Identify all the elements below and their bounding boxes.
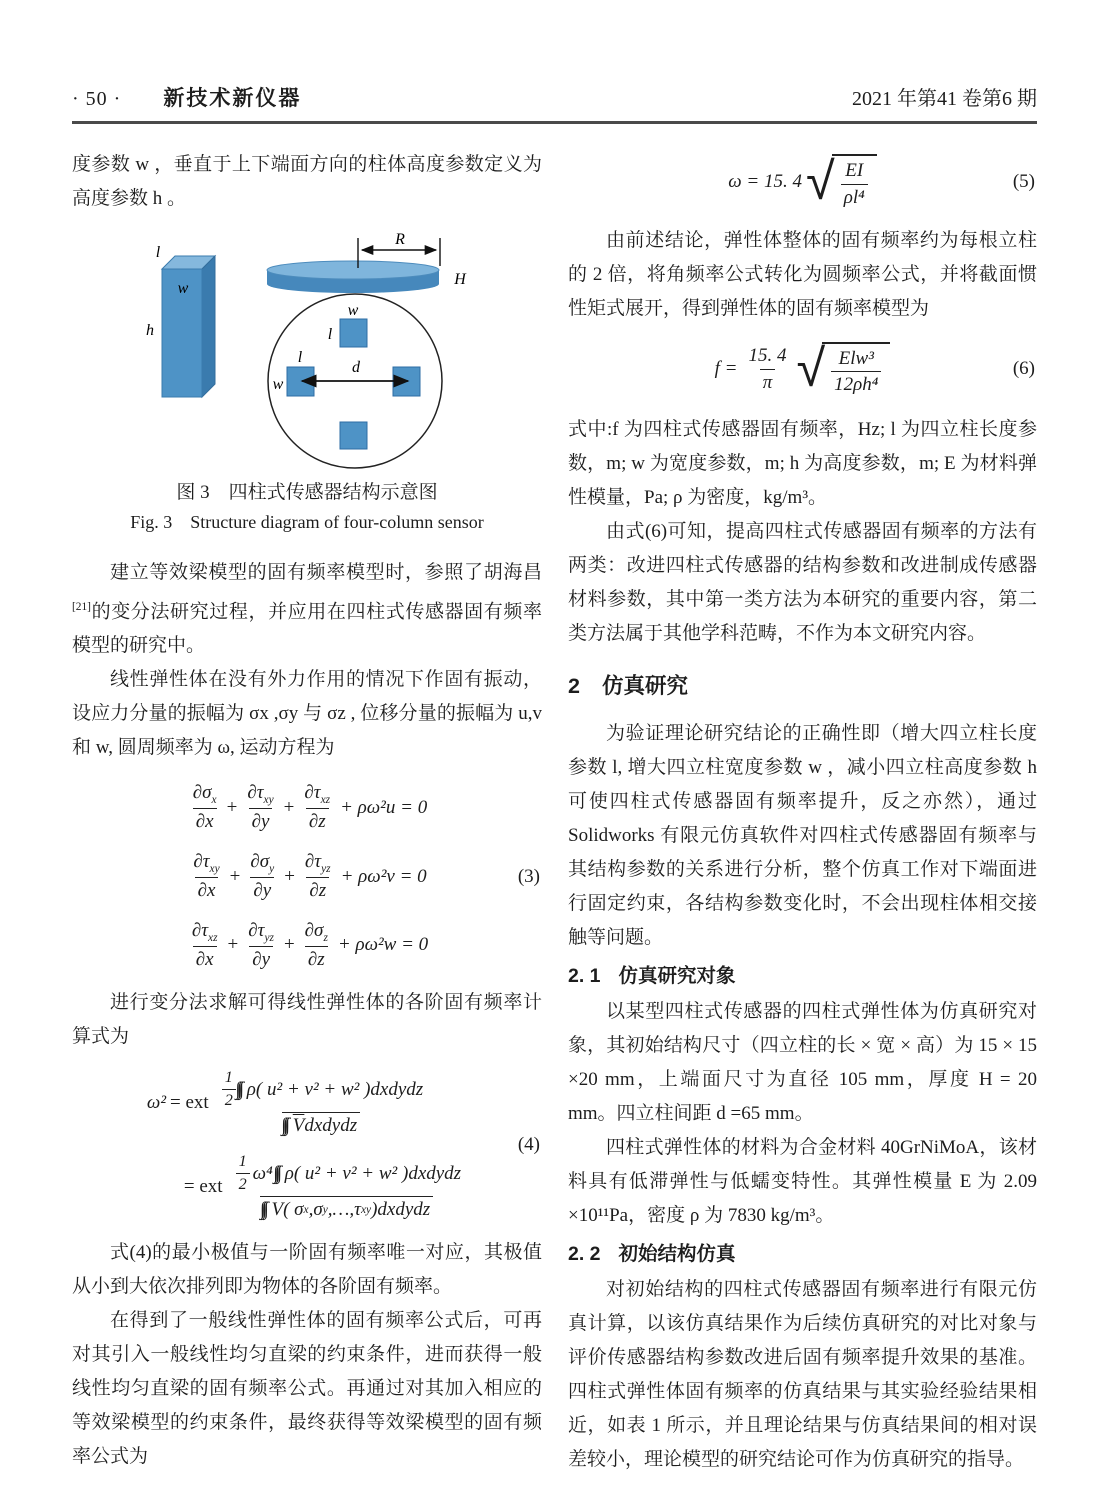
paragraph: 对初始结构的四柱式传感器固有频率进行有限元仿真计算，以该仿真结果作为后续仿真研究的对比对象与评价传感器结构参数改进后固有频率提升效果的基准。四柱式弹性体固有频率的仿真结果与其实验经验结果相近，如表 1 所示，并且理论结果与仿真结果间的相对误差较小，理论模型的研究结论可作为仿真研究的指导。 (568, 1279, 1037, 1470)
right-column (568, 148, 1037, 1477)
section-number: 2 (568, 674, 580, 698)
paragraph: 由前述结论，弹性体整体的固有频率约为每根立柱的 2 倍，将角频率公式转化为圆频率公式，并将截面惯性矩式展开，得到弹性体的固有频率模型为 (568, 229, 1037, 319)
equation-5: ω = 15. 4 √ $\frac{EI}{\text{ρl⁴}}$ (5) (728, 151, 1035, 212)
paragraph-text: 建立等效梁模型的固有频率模型时，参照了胡海昌 (110, 562, 542, 583)
column-width-label: w (177, 280, 189, 297)
top-plate-disk (267, 261, 439, 293)
journal-title: 新技术新仪器 (163, 87, 302, 110)
left-square-length-label: l (297, 349, 303, 366)
subsection-number: 2. 1 (568, 965, 601, 987)
figure-3 (72, 226, 542, 536)
paragraph: 以某型四柱式传感器的四柱式弹性体为仿真研究对象，其初始结构尺寸（四立柱的长 × 宽 × 高）为 15 × 15 ×20 mm，上端面尺寸为直径 105 mm，厚度 H = 20 mm。四立柱间距 d =65 mm。 (568, 1001, 1037, 1124)
equation-3-row3: $\frac{\partial\tau_{xz}}{\partial x}$ + $\frac{\partial\tau_{yz}}{\partial y}$ + $\frac{\partial\sigma_z}{\partial z}$ + ρω²w = 0 (191, 919, 429, 970)
equation-4-line2: = ext $\frac{1}{2}$ ω⁴ ρ( u² + v² + w² )dxdydz V( σ x ,σ y ,…,τ xy )dxdydz (183, 1152, 462, 1221)
disk-thickness-label: H (454, 271, 466, 288)
equation-3-row2: $\frac{\partial\tau_{xy}}{\partial x}$ + $\frac{\partial\sigma_y}{\partial y}$ + $\frac{\partial\tau_{yz}}{\partial z}$ + ρω²v = 0 (193, 851, 427, 902)
paragraph: 进行变分法求解可得线性弹性体的各阶固有频率计算式为 (72, 991, 542, 1047)
figure-caption-zh: 图 3 四柱式传感器结构示意图 (176, 482, 438, 503)
left-square-width-label: w (272, 376, 284, 393)
paragraph-continuation: 度参数 w ，垂直于上下端面方向的柱体高度参数定义为高度参数 h 。 (72, 154, 542, 209)
left-column (72, 148, 542, 1477)
equation-6: f = $\frac{15. 4}{\pi}$ √ $\frac{\text{Elw³}}{\text{12ρh⁴}}$ (6) (714, 339, 1035, 400)
spacing-d-label: d (352, 359, 360, 376)
paragraph: 为验证理论研究结论的正确性即（增大四立柱长度参数 l, 增大四立柱宽度参数 w ，减小四立柱高度参数 h 可使四柱式传感器固有频率提升，反之亦然），通过 Solidworks 有限元仿真软件对四柱式传感器固有频率与其结构参数的关系进行分析，整个仿真工作对下端面进行固定约束，各结构参数变化时，不会出现柱体相交接触等问题。 (568, 723, 1037, 948)
paragraph: 式(4)的最小极值与一阶固有频率唯一对应，其极值从小到大依次排列即为物体的各阶固有频率。 (72, 1241, 542, 1297)
subsection-heading-2-2 (568, 1237, 1037, 1271)
top-square-width-label: w (347, 302, 359, 319)
top-square-length-label: l (327, 326, 333, 343)
four-column-sensor-diagram (72, 226, 542, 476)
two-column-body (72, 148, 1037, 1477)
column-square-bottom (340, 422, 367, 449)
paragraph: 由式(6)可知，提高四柱式传感器固有频率的方法有两类：改进四柱式传感器的结构参数和改进制成传感器材料参数，其中第一类方法为本研究的重要内容，第二类方法属于其他学科范畴，不作为本文研究内容。 (568, 521, 1037, 644)
column-height-label: h (146, 322, 154, 339)
paragraph: 在得到了一般线性弹性体的固有频率公式后，可再对其引入一般线性均匀直梁的约束条件，进而获得一般线性均匀直梁的固有频率公式。再通过对其加入相应的等效梁模型的约束条件，最终获得等效梁模型的固有频率公式为 (72, 1309, 542, 1467)
paragraph: 式中:f 为四柱式传感器固有频率，Hz; l 为四立柱长度参数，m; w 为宽度参数，m; h 为高度参数，m; E 为材料弹性模量，Pa; ρ 为密度，kg/m³。 (568, 419, 1037, 508)
section-title: 仿真研究 (601, 674, 688, 698)
equation-number: (5) (1012, 170, 1035, 192)
issue-info: 2021 年第41 卷第6 期 (852, 88, 1037, 110)
equation-4 (72, 1068, 542, 1222)
page-number: · 50 · (72, 88, 122, 110)
equation-number: (6) (1012, 358, 1035, 380)
subsection-heading-2-1 (568, 959, 1037, 993)
subsection-number: 2. 2 (568, 1243, 601, 1265)
equation-3-row1: $\frac{\partial\sigma_x}{\partial x}$ + $\frac{\partial\tau_{xy}}{\partial y}$ + $\frac{\partial\tau_{xz}}{\partial z}$ + ρω²u = 0 (192, 782, 428, 833)
equation-number: (3) (517, 865, 540, 887)
paragraph (72, 556, 542, 663)
column-square-top (340, 319, 367, 347)
equation-3 (72, 781, 542, 971)
page-header (72, 82, 1037, 124)
disk-radius-label: R (395, 231, 405, 248)
figure-caption-en: Fig. 3 Structure diagram of four-column sensor (130, 512, 484, 532)
equation-4-line1: ω² = ext $\frac{1}{2}$ ρ( u² + v² + w² )dxdydz $\overline{V}$ dxdydz (146, 1068, 424, 1137)
paragraph: 四柱式弹性体的材料为合金材料 40GrNiMoA，该材料具有低滞弹性与低蠕变特性。其弹性模量 E 为 2.09 ×10¹¹Pa，密度 ρ 为 7830 kg/m³。 (568, 1137, 1037, 1226)
equation-number: (4) (517, 1133, 540, 1155)
column-length-label: l (155, 244, 161, 261)
paragraph-text: 的变分法研究过程，并应用在四柱式传感器固有频率模型的研究中。 (72, 601, 542, 657)
paragraph: 线性弹性体在没有外力作用的情况下作固有振动，设应力分量的振幅为 σx ,σy 与 σz , 位移分量的振幅为 u,v 和 w, 圆周频率为 ω, 运动方程为 (72, 669, 542, 759)
subsection-title: 初始结构仿真 (618, 1243, 736, 1265)
section-heading-2 (568, 669, 1037, 703)
citation-superscript: [21] (72, 601, 91, 613)
subsection-title: 仿真研究对象 (618, 965, 736, 987)
column-3d (162, 256, 215, 397)
